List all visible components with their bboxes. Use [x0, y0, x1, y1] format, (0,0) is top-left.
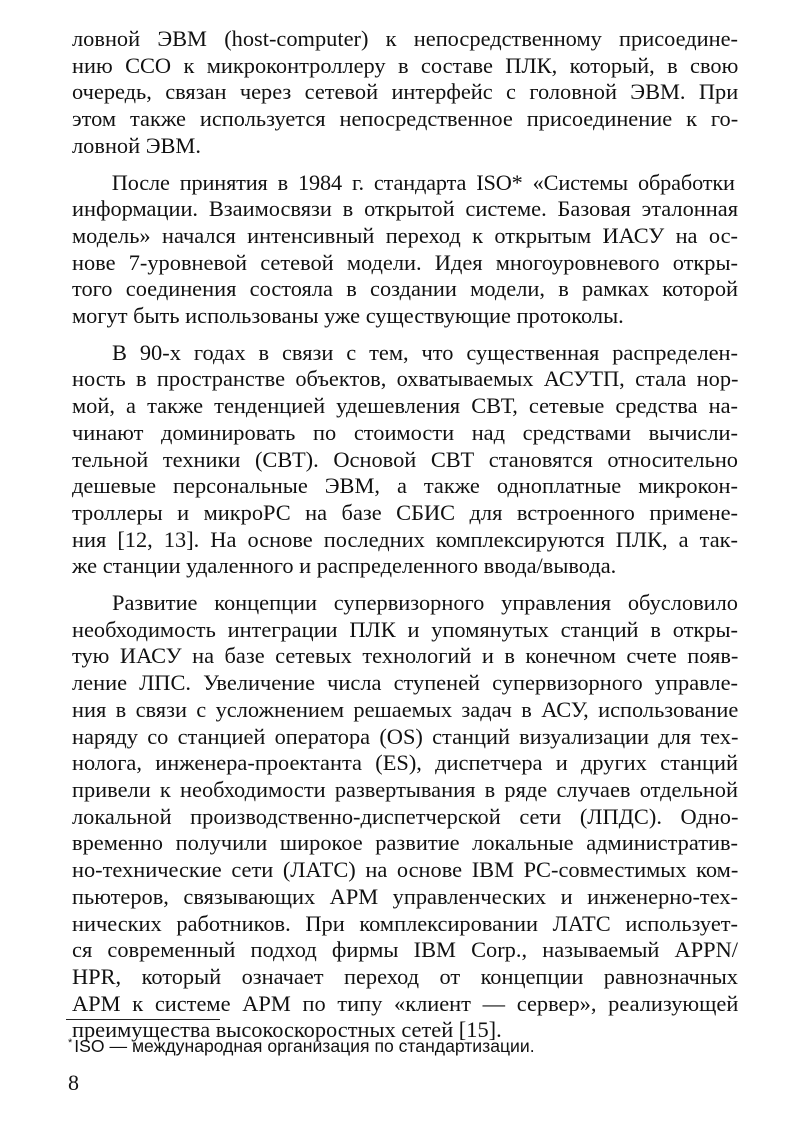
text-line: Развитие концепции супервизорного управления обусловило	[112, 590, 738, 616]
text-line: В 90-х годах в связи с тем, что существенная распределен-	[112, 339, 738, 365]
paragraph-3	[72, 340, 738, 580]
text-line: пьютеров, связывающих АРМ управленческих и инженерно-тех-	[72, 883, 738, 909]
text-line: нию ССО к микроконтроллеру в составе ПЛК, который, в свою	[72, 52, 739, 78]
text-line: нических работников. При комплексировании ЛАТС использует-	[72, 910, 738, 936]
text-line: ление ЛПС. Увеличение числа ступеней супервизорного управле-	[72, 670, 738, 696]
text-line: привели к необходимости развертывания в ряде случаев отдельной	[72, 776, 738, 802]
text-line: локальной производственно-диспетчерской сети (ЛПДС). Одно-	[72, 803, 739, 829]
text-line: временно получили широкое развитие локальные административ-	[72, 830, 738, 856]
page-number: 8	[68, 1070, 79, 1095]
text-line: троллеры и микроРС на базе СБИС для встроенного примене-	[72, 499, 738, 525]
text-line: очередь, связан через сетевой интерфейс с головной ЭВМ. При	[72, 79, 739, 105]
text-line: мой, а также тенденцией удешевления СВТ, сетевые средства на-	[72, 393, 739, 419]
text-line: необходимость интеграции ПЛК и упомянутых станций в откры-	[72, 616, 738, 642]
text-line: тую ИАСУ на базе сетевых технологий и в конечном счете появ-	[72, 643, 739, 669]
footnote-marker: *	[68, 1037, 73, 1049]
text-line: информации. Взаимосвязи в открытой системе. Базовая эталонная	[72, 196, 738, 222]
text-line: наряду со станцией оператора (OS) станций визуализации для тех-	[72, 723, 739, 749]
text-line: HPR, который означает переход от концепции равнозначных	[72, 963, 739, 989]
text-line: этом также используется непосредственное присоединение к го-	[72, 106, 739, 132]
footnote-text: ISO — международная организация по стандартизации.	[74, 1036, 535, 1056]
paragraph-1	[72, 26, 738, 160]
text-line: АРМ к системе АРМ по типу «клиент — сервер», реализующей	[72, 990, 739, 1016]
text-line: нове 7-уровневой сетевой модели. Идея многоуровневого откры-	[72, 249, 738, 275]
text-line: но-технические сети (ЛАТС) на основе IBM PC-совместимых ком-	[72, 857, 739, 883]
text-line: дешевые персональные ЭВМ, а также одноплатные микрокон-	[72, 473, 738, 499]
text-line: ловной ЭВМ.	[72, 132, 201, 158]
paragraph-4	[72, 590, 738, 1044]
text-line: ность в пространстве объектов, охватываемых АСУТП, стала нор-	[72, 366, 739, 392]
text-line: модель» начался интенсивный переход к открытым ИАСУ на ос-	[72, 222, 738, 248]
text-line: нолога, инженера-проектанта (ES), диспетчера и других станций	[72, 750, 738, 776]
text-line: ся современный подход фирмы IBM Corp., называемый APPN/	[72, 937, 739, 963]
text-line: ния в связи с усложнением решаемых задач в АСУ, использование	[72, 696, 739, 722]
paragraph-2	[72, 170, 738, 330]
text-line: После принятия в 1984 г. стандарта ISO* «Системы обработки	[111, 169, 735, 195]
text-line: могут быть использованы уже существующие протоколы.	[72, 303, 624, 329]
footnote	[68, 1036, 535, 1057]
text-line: того соединения состояла в создании модели, в рамках которой	[72, 276, 738, 302]
text-line: ния [12, 13]. На основе последних комплексируются ПЛК, а так-	[72, 526, 738, 552]
text-line: ловной ЭВМ (host-computer) к непосредственному присоедине-	[72, 26, 738, 51]
text-line: же станции удаленного и распределенного ввода/вывода.	[72, 553, 617, 579]
text-line: тельной техники (СВТ). Основой СВТ становятся относительно	[72, 446, 738, 472]
page-body	[72, 26, 738, 1044]
text-line: чинают доминировать по стоимости над средствами вычисли-	[72, 419, 738, 445]
footnote-divider	[66, 1019, 220, 1020]
text-line: преимущества высокоскоростных сетей [15].	[72, 1017, 502, 1043]
